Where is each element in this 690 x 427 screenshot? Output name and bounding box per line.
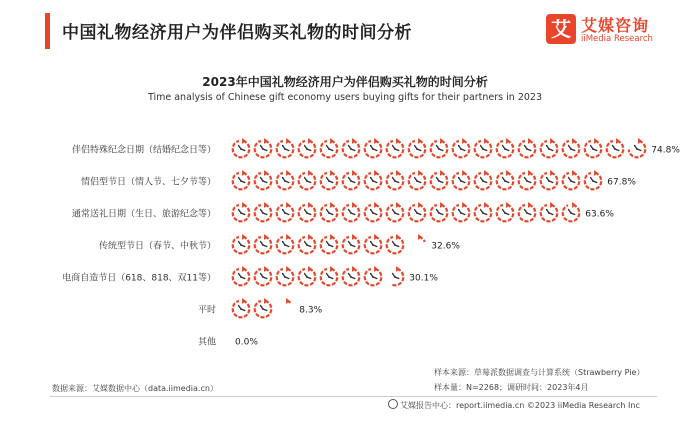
category-label: 情侣型节日（情人节、七夕节等） [80,177,216,188]
clock-icon [365,202,382,221]
clock-icon [233,234,250,253]
clock-icon [277,170,294,189]
clock-icon [277,138,294,157]
clock-icon [255,298,272,317]
clock-icon [497,202,514,221]
clock-icon [365,138,382,157]
value-label: 74.8% [651,145,680,156]
data-source-note: 数据来源：艾媒数据中心（data.iimedia.cn） [52,384,218,393]
report-center-text: 艾媒报告中心：report.iimedia.cn ©2023 iiMedia Research Inc [400,401,640,410]
clock-icon [277,234,294,253]
clock-icon [233,202,250,221]
clock-icon [321,138,338,157]
clock-icon [431,202,448,221]
clock-icon [321,202,338,221]
clock-icon [255,266,272,285]
clock-icon [343,138,360,157]
clock-icon [233,266,250,285]
clock-icon [255,170,272,189]
category-label: 传统型节日（春节、中秋节） [98,241,216,252]
clock-icon [475,138,492,157]
clock-icon [519,202,536,221]
clock-icon [563,138,580,157]
clock-icon [563,202,580,221]
logo-text-cn: 艾媒咨询 [581,16,650,35]
clock-icon [321,266,338,285]
clock-icon [409,170,426,189]
clock-icon [519,138,536,157]
clock-icon [343,202,360,221]
value-label: 63.6% [585,209,614,220]
clock-icon [497,170,514,189]
value-label: 67.8% [607,177,636,188]
logo-text-en: iiMedia Research [581,34,653,44]
clock-icon [409,138,426,157]
page-title: 中国礼物经济用户为伴侣购买礼物的时间分析 [62,23,412,43]
clock-icon [475,170,492,189]
category-label: 伴侣特殊纪念日期（结婚纪念日等） [71,145,216,156]
clock-icon [453,170,470,189]
clock-icon [541,138,558,157]
clock-icon [343,234,360,253]
globe-icon [388,399,398,409]
clock-icon [255,202,272,221]
clock-icon [387,202,404,221]
category-label: 电商自造节日（618、818、双11等） [62,273,216,284]
category-label: 其他 [197,337,216,348]
category-label: 通常送礼日期（生日、旅游纪念等） [71,209,216,220]
value-label: 0.0% [235,337,258,348]
clock-icon [299,170,316,189]
clock-icon [418,234,425,242]
clock-icon [409,202,426,221]
clock-icon [365,170,382,189]
value-label: 32.6% [431,241,460,252]
clock-icon [365,266,382,285]
clock-icon [519,170,536,189]
logo-mark: 艾 [546,14,576,44]
clock-icon [541,202,558,221]
clock-icon [299,234,316,253]
clock-icon [299,138,316,157]
clock-icon [277,202,294,221]
clock-icon [453,138,470,157]
clock-icon [286,298,290,304]
category-label: 平时 [197,305,216,316]
clock-icon [299,202,316,221]
clock-icon [321,170,338,189]
clock-icon [343,266,360,285]
sample-size-note: 样本量：N=2268；调研时间：2023年4月 [434,383,589,392]
clock-icon [233,138,250,157]
clock-icon [255,234,272,253]
value-label: 30.1% [409,273,438,284]
clock-icon [431,170,448,189]
clock-icon [233,170,250,189]
clock-icon [365,234,382,253]
value-label: 8.3% [299,305,323,316]
clock-icon [563,170,580,189]
clock-icon [475,202,492,221]
clock-icon [343,170,360,189]
clock-icon [233,298,250,317]
clock-icon [585,138,602,157]
report-center-note [388,399,640,411]
clock-icon [387,234,404,253]
clock-icon [255,138,272,157]
chart-subtitle: Time analysis of Chinese gift economy users buying gifts for their partners in 2023 [147,92,543,103]
sample-source-note: 样本来源：草莓派数据调查与计算系统（Strawberry Pie） [434,368,645,377]
clock-icon [387,170,404,189]
footer-divider [50,396,657,397]
clock-icon [321,234,338,253]
clock-icon [392,266,404,285]
clock-icon [497,138,514,157]
clock-icon [607,138,624,157]
clock-icon [277,266,294,285]
clock-icon [541,170,558,189]
clock-icon [431,138,448,157]
clock-icon [629,138,646,157]
clock-icon [387,138,404,157]
chart-title: 2023年中国礼物经济用户为伴侣购买礼物的时间分析 [202,75,488,89]
clock-icon [299,266,316,285]
clock-icon [585,170,602,189]
clock-icon [453,202,470,221]
